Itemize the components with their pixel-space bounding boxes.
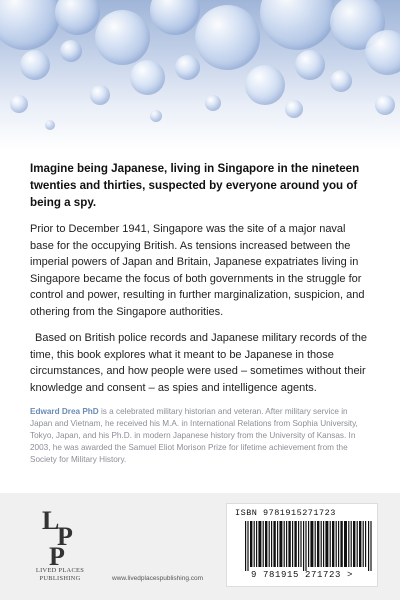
svg-text:P: P — [49, 542, 65, 571]
isbn-digits: 9 781915 271723 > — [250, 570, 353, 580]
body-paragraph-2: Based on British police records and Japanese military records of the time, this book explores what it meant to be Japanese in those circumstances, and how people were used – sometimes without their knowledge and consent – as spies and intelligence agents. — [30, 332, 368, 394]
author-name: Edward Drea PhD — [30, 407, 99, 416]
back-cover-text — [30, 160, 370, 466]
author-bio-text: is a celebrated military historian and veteran. After military service in Japan and Vietnam, he received his M.A. in International Relations from Sophia University, Tokyo, Japan, and his Ph.D. in modern Japanese history from the University of Kansas. In 2003, he was awarded the Samuel Eliot Morison Prize for lifetime achievement from the Society for Military History. — [30, 407, 358, 464]
isbn-barcode — [226, 503, 378, 587]
cover-footer — [0, 493, 400, 600]
isbn-label: ISBN 9781915271723 — [235, 508, 336, 518]
bubble-header-image — [0, 0, 400, 150]
publisher-line-2: PUBLISHING — [39, 575, 81, 582]
publisher-url: www.livedplacespublishing.com — [112, 575, 204, 582]
body-paragraph-1: Prior to December 1941, Singapore was the site of a major naval base for the occupying British. As tensions increased between the imperial powers of Japan and Britain, Japanese expatriates living in Singapore became the focus of both governments in the struggle for control and power, resulting in further marginalization, suspicion, and othering from the Singapore authorities. — [30, 223, 365, 318]
publisher-line-1: LIVED PLACES — [35, 567, 85, 574]
svg-text:L: L — [42, 507, 60, 535]
svg-text:P: P — [57, 522, 73, 551]
author-bio — [30, 406, 370, 466]
barcode-bars — [245, 521, 373, 571]
publisher-name — [30, 567, 90, 583]
lead-paragraph: Imagine being Japanese, living in Singapore in the nineteen twenties and thirties, suspected by everyone around you of being a spy. — [30, 162, 360, 209]
